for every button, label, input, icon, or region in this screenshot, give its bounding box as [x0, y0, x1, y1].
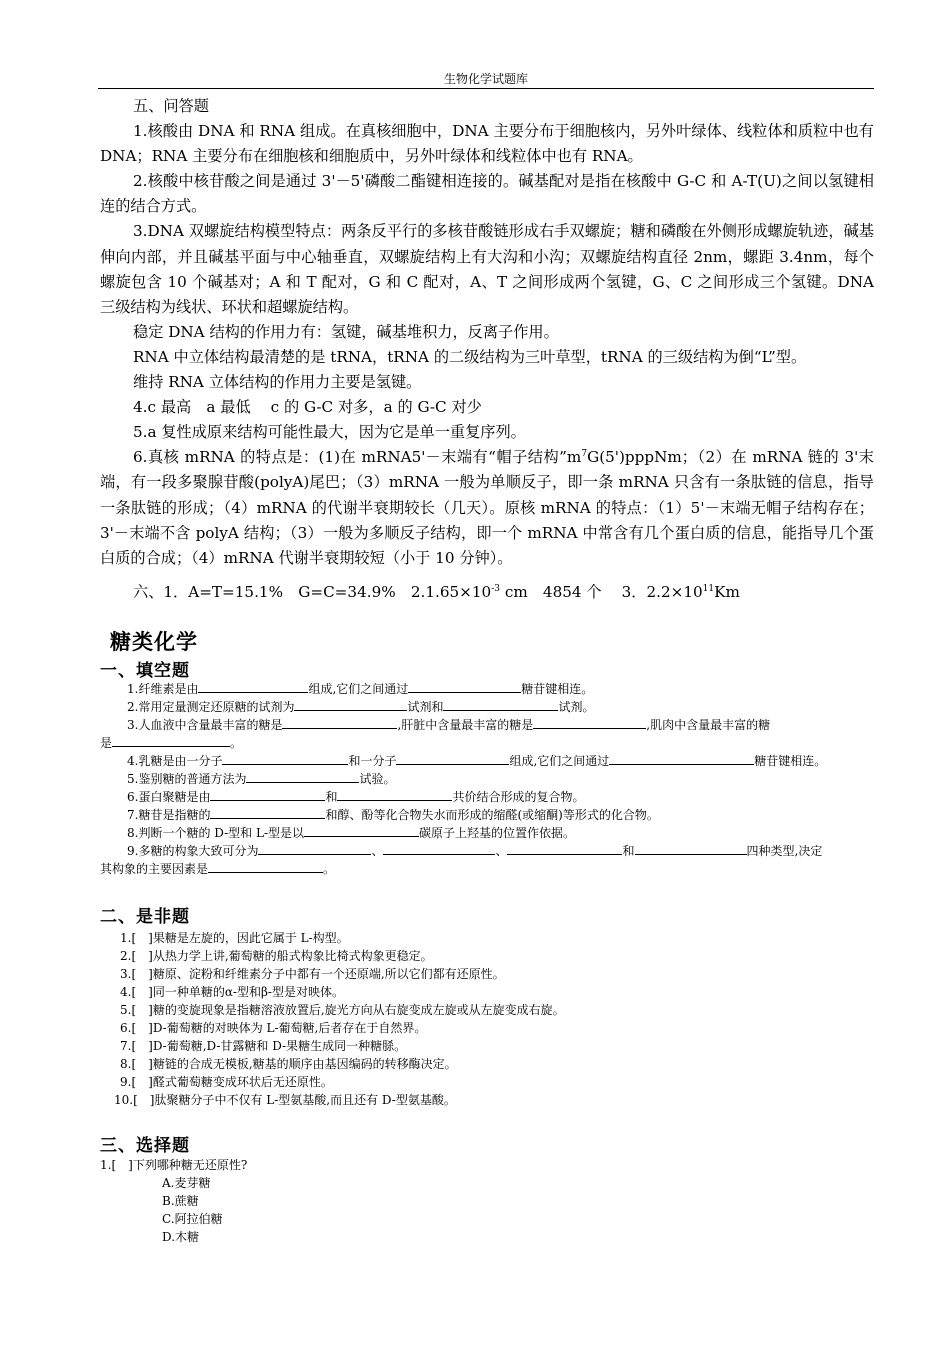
- fill-question: [100, 842, 874, 860]
- choice-option: B.蔗糖: [162, 1194, 199, 1208]
- true-false-item: 9.[ ]醛式葡萄糖变成环状后无还原性。: [120, 1075, 333, 1089]
- answer-blank[interactable]: [222, 752, 348, 765]
- answer-blank[interactable]: [408, 680, 521, 693]
- page-header-title: 生物化学试题库: [443, 72, 528, 86]
- fill-question: [100, 824, 874, 842]
- choice-question: 1.[ ]下列哪种糖无还原性?: [100, 1158, 248, 1172]
- answer-blank[interactable]: [304, 824, 419, 837]
- fill-question: [100, 716, 874, 734]
- text-run: 组成,它们之间通过: [308, 682, 409, 696]
- text-run: 组成,它们之间通过: [509, 754, 610, 768]
- text-run: 。: [323, 862, 336, 876]
- text-run: 碳原子上羟基的位置作依据。: [419, 826, 576, 840]
- answer-paragraph: 2.核酸中核苷酸之间是通过 3'－5'磷酸二酯键相连接的。碱基配对是指在核酸中 G-C 和 A-T(U)之间以氢键相连的结合方式。: [100, 172, 874, 216]
- answer-blank[interactable]: [246, 770, 359, 783]
- superscript: -3: [491, 583, 500, 594]
- text-run: 1.纤维素是由: [127, 682, 199, 696]
- fill-blank-questions: [100, 680, 874, 878]
- text-run: 2.常用定量测定还原糖的试剂为: [127, 700, 295, 714]
- text-run: cm 4854 个 3．2.2×10: [500, 582, 703, 601]
- text-run: 和醇、酚等化合物失水而形成的缩醛(或缩酮)等形式的化合物。: [325, 808, 659, 822]
- fill-blank-heading: 一、填空题: [100, 661, 190, 681]
- fill-question: [100, 788, 874, 806]
- answer-blank[interactable]: [208, 860, 323, 873]
- answer-paragraph-mrna: [100, 445, 874, 570]
- true-false-item: 5.[ ]糖的变旋现象是指糖溶液放置后,旋光方向从右旋变成左旋或从左旋变成右旋。: [120, 1003, 565, 1017]
- text-run: ,肌肉中含量最丰富的糖: [646, 718, 771, 732]
- true-false-item: 1.[ ]果糖是左旋的，因此它属于 L-构型。: [120, 931, 349, 945]
- text-run: 糖苷键相连。: [754, 754, 827, 768]
- answer-blank[interactable]: [609, 752, 754, 765]
- multiple-choice-questions: [100, 1156, 874, 1246]
- multiple-choice-heading: 三、选择题: [100, 1136, 190, 1156]
- text-run: 其构象的主要因素是: [100, 862, 209, 876]
- superscript: 11: [702, 583, 715, 594]
- answer-paragraph: 4.c 最高 a 最低 c 的 G-C 对多，a 的 G-C 对少: [133, 398, 482, 417]
- answer-paragraph: 维持 RNA 立体结构的作用力主要是氢键。: [133, 373, 422, 392]
- text-run: 和: [325, 790, 338, 804]
- text-run: 、: [371, 844, 384, 858]
- text-run: G(5')pppNm；（2）在 mRNA 链的 3'末端，有一段多聚腺苷酸(polyA)尾巴；（3）mRNA 一般为单顺反子，即一条 mRNA 只含有一条肽链的信息，指导一条肽链的形成；（4）mRNA 的代谢半衰期较长（几天）。原核 mRNA 的特点：（1）5'－末端无帽子结构存在；3'－末端不含 polyA 结构；（3）一般为多顺反子结构，即一个 mRNA 中常含有几个蛋白质的信息，能指导几个蛋白质的合成；（4）mRNA 代谢半衰期较短（小于 10 分钟）。: [100, 448, 874, 567]
- text-run: 4.乳糖是由一分子: [127, 754, 223, 768]
- text-run: 、: [495, 844, 508, 858]
- text-run: 六、1．A=T=15.1% G=C=34.9% 2.1.65×10: [133, 582, 492, 601]
- answer-blank[interactable]: [507, 842, 622, 855]
- choice-option: D.木糖: [162, 1230, 200, 1244]
- answer-paragraph: 稳定 DNA 结构的作用力有：氢键，碱基堆积力，反离子作用。: [133, 322, 559, 341]
- true-false-item: 4.[ ]同一种单糖的α-型和β-型是对映体。: [120, 985, 344, 999]
- fill-question-continued: [100, 860, 874, 878]
- text-run: 试剂和: [407, 700, 444, 714]
- text-run: 8.判断一个糖的 D-型和 L-型是以: [127, 826, 305, 840]
- answer-blank[interactable]: [443, 698, 558, 711]
- fill-question: [100, 806, 874, 824]
- text-run: 和一分子: [348, 754, 397, 768]
- answer-blank[interactable]: [282, 716, 397, 729]
- text-run: 四种类型,决定: [746, 844, 823, 858]
- true-false-questions: [100, 929, 874, 1109]
- true-false-item: 2.[ ]从热力学上讲,葡萄糖的船式构象比椅式构象更稳定。: [120, 949, 433, 963]
- answer-blank[interactable]: [337, 788, 452, 801]
- text-run: 共价结合形成的复合物。: [452, 790, 585, 804]
- true-false-item: 8.[ ]糖链的合成无模板,糖基的顺序由基因编码的转移酶决定。: [120, 1057, 457, 1071]
- text-run: 7.糖苷是指糖的: [127, 808, 211, 822]
- text-run: 是: [100, 736, 113, 750]
- text-run: 和: [622, 844, 635, 858]
- answer-paragraph: 1.核酸由 DNA 和 RNA 组成。在真核细胞中，DNA 主要分布于细胞核内，另外叶绿体、线粒体和质粒中也有 DNA；RNA 主要分布在细胞核和细胞质中，另外叶绿体和线粒体中也有 RNA。: [100, 122, 874, 166]
- text-run: Km: [714, 582, 740, 601]
- answer-blank[interactable]: [533, 716, 646, 729]
- fill-question-continued: [100, 734, 874, 752]
- answer-blank[interactable]: [396, 752, 509, 765]
- true-false-item: 6.[ ]D-葡萄糖的对映体为 L-葡萄糖,后者存在于自然界。: [120, 1021, 427, 1035]
- answer-paragraph: RNA 中立体结构最清楚的是 tRNA，tRNA 的二级结构为三叶草型，tRNA 的三级结构为倒“L”型。: [133, 347, 807, 366]
- answer-blank[interactable]: [294, 698, 407, 711]
- answer-blank[interactable]: [635, 842, 747, 855]
- text-run: 5.鉴别糖的普通方法为: [127, 772, 247, 786]
- true-false-item: 7.[ ]D-葡萄糖,D-甘露糖和 D-果糖生成同一种糖脎。: [120, 1039, 407, 1053]
- true-false-item: 10.[ ]肽聚糖分子中不仅有 L-型氨基酸,而且还有 D-型氨基酸。: [114, 1093, 456, 1107]
- text-run: 3.人血液中含量最丰富的糖是: [127, 718, 283, 732]
- text-run: 。: [230, 736, 243, 750]
- fill-question: [100, 752, 874, 770]
- fill-question: [100, 698, 874, 716]
- text-run: 试剂。: [558, 700, 595, 714]
- text-run: 糖苷键相连。: [521, 682, 594, 696]
- answer-blank[interactable]: [383, 842, 495, 855]
- answer-blank[interactable]: [112, 734, 230, 747]
- answer-blank[interactable]: [258, 842, 371, 855]
- answer-paragraph: 5.a 复性成原来结构可能性最大，因为它是单一重复序列。: [133, 423, 526, 442]
- calculation-answers: [100, 580, 874, 605]
- choice-option: C.阿拉伯糖: [162, 1212, 223, 1226]
- answer-paragraph: 3.DNA 双螺旋结构模型特点：两条反平行的多核苷酸链形成右手双螺旋；糖和磷酸在外侧形成螺旋轨迹，碱基伸向内部，并且碱基平面与中心轴垂直，双螺旋结构上有大沟和小沟；双螺旋结构直径 2nm，螺距 3.4nm，每个螺旋包含 10 个碱基对；A 和 T 配对，G 和 C 配对，A、T 之间形成两个氢键，G、C 之间形成三个氢键。DNA 三级结构为线状、环状和超螺旋结构。: [100, 222, 874, 316]
- text-run: ,肝脏中含量最丰富的糖是: [397, 718, 534, 732]
- true-false-item: 3.[ ]糖原、淀粉和纤维素分子中都有一个还原端,所以它们都有还原性。: [120, 967, 505, 981]
- text-run: 试验。: [359, 772, 396, 786]
- choice-option: A.麦芽糖: [162, 1176, 211, 1190]
- answers-section: [100, 94, 874, 605]
- text-run: 6.蛋白聚糖是由: [127, 790, 211, 804]
- chapter-title: 糖类化学: [110, 630, 198, 654]
- answer-blank[interactable]: [210, 788, 325, 801]
- answer-blank[interactable]: [210, 806, 325, 819]
- answers-heading: 五、问答题: [133, 97, 209, 115]
- header-rule: [98, 88, 874, 89]
- text-run: 6.真核 mRNA 的特点是：(1)在 mRNA5'－末端有“帽子结构”m: [133, 448, 582, 467]
- true-false-heading: 二、是非题: [100, 907, 190, 927]
- fill-question: [100, 770, 874, 788]
- superscript: 7: [581, 449, 588, 460]
- text-run: 9.多糖的构象大致可分为: [127, 844, 259, 858]
- answer-blank[interactable]: [198, 680, 308, 693]
- fill-question: [100, 680, 874, 698]
